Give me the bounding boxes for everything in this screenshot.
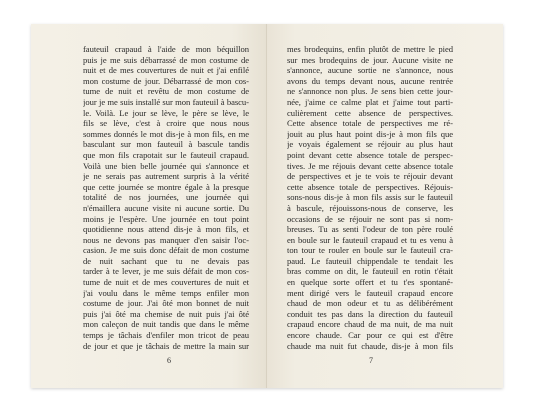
- text-line: que mon fils crapotait sur le fauteuil crapaud.: [83, 149, 249, 160]
- text-line: crapaud encore chaud de ma nuit, de ma nuit: [287, 319, 453, 330]
- text-line: de perspectives et je te vois te réjouir devant: [287, 171, 453, 182]
- text-line: culièrement cette absence de perspectives.: [287, 107, 453, 118]
- text-line: née, j'aime ce calme plat et j'aime tout parti-: [287, 96, 453, 107]
- text-line: tarder à te lever, je me suis défait de mon cos-: [83, 266, 249, 277]
- text-line: tume de nuit et revêtu de mon costume de: [83, 86, 249, 97]
- text-line: jour je me suis installé sur mon fauteuil à bascu-: [83, 96, 249, 107]
- text-line: fils se lève, c'est à croire que nous nous: [83, 118, 249, 129]
- text-line: basculant sur mon fauteuil à bascule tandis: [83, 139, 249, 150]
- text-line: nous ne devons pas manquer d'en saisir l'oc-: [83, 234, 249, 245]
- text-line: cette absence totale de perspectives. Réjouis-: [287, 181, 453, 192]
- text-line: mon costume de jour. Débarrassé de mon cos-: [83, 75, 249, 86]
- text-line: en boule sur le fauteuil crapaud et tu es venu à: [287, 234, 453, 245]
- text-line: de nuit sachant que tu ne devais pas: [83, 255, 249, 266]
- text-line: chaude ma nuit fut chaude, dis-je à mon fils: [287, 340, 453, 351]
- text-line: paud. Le fauteuil chippendale te tendait les: [287, 255, 453, 266]
- text-line: conduit tes pas dans la direction du fauteuil: [287, 308, 453, 319]
- text-line: moins je l'espère. Une journée en tout point: [83, 213, 249, 224]
- text-line: puis je me suis débarrassé de mon costume de: [83, 54, 249, 65]
- text-line: avons du temps devant nous, aucune rentrée: [287, 75, 453, 86]
- right-page-number: 7: [369, 356, 373, 365]
- text-line: breuses. Tu as senti l'odeur de ton père roulé: [287, 224, 453, 235]
- text-line: encore chaude. Car pour ce qui est d'être: [287, 330, 453, 341]
- text-line: chaud de mon odeur et tu as délibérément: [287, 298, 453, 309]
- text-line: à bascule, réjouissons-nous de conserve, les: [287, 202, 453, 213]
- text-line: sons-nous dis-je à mon fils assis sur le fauteuil: [287, 192, 453, 203]
- text-line: fauteuil crapaud à l'aide de mon béquillon: [83, 44, 249, 54]
- text-line: n'émaillera aucune visite ni aucune sortie. Du: [83, 202, 249, 213]
- text-line: ton tour te rouler en boule sur le fauteuil cra-: [287, 245, 453, 256]
- text-line: le. Voilà. Le jour se lève, le père se lève, le: [83, 107, 249, 118]
- right-page-text: [287, 44, 453, 351]
- text-line: totalité de nos journées, une journée qui: [83, 192, 249, 203]
- text-line: en quelque sorte offert et tu t'es spontané-: [287, 277, 453, 288]
- text-line: costume de jour. J'ai ôté mon bonnet de nuit: [83, 298, 249, 309]
- text-line: puis j'ai ôté ma chemise de nuit puis j'ai ôté: [83, 308, 249, 319]
- text-line: je ne serais pas autrement surpris à la vérité: [83, 171, 249, 182]
- left-page-number: 6: [167, 356, 171, 365]
- text-line: mon caleçon de nuit tandis que dans le même: [83, 319, 249, 330]
- text-line: tives. Je me réjouis devant cette absence totale: [287, 160, 453, 171]
- text-line: jouit au plus haut point dis-je à mon fils que: [287, 128, 453, 139]
- text-line: j'ai voulu dans le même temps enfiler mon: [83, 287, 249, 298]
- text-line: point devant cette absence totale de perspec-: [287, 149, 453, 160]
- text-line: sur mes brodequins de jour. Aucune visite ne: [287, 54, 453, 65]
- text-line: mes brodequins, enfin plutôt de mettre le pied: [287, 44, 453, 54]
- text-line: s'annonce, aucune sortie ne s'annonce, nous: [287, 65, 453, 76]
- text-line: temps je tâchais d'enfiler mon tricot de peau: [83, 330, 249, 341]
- text-line: ment dirigé vers le fauteuil crapaud encore: [287, 287, 453, 298]
- left-page: [31, 24, 267, 388]
- text-line: tume de nuit et de mes couvertures de nuit et: [83, 277, 249, 288]
- text-line: je voyais également se réjouir au plus haut: [287, 139, 453, 150]
- text-line: casion. Je me suis donc défait de mon costume: [83, 245, 249, 256]
- text-line: quotidienne nous attend dis-je à mon fils, et: [83, 224, 249, 235]
- text-line: que cette journée se montre égale à la presque: [83, 181, 249, 192]
- text-line: Voilà une bien belle journée qui s'annonce et: [83, 160, 249, 171]
- left-page-text: [83, 44, 249, 351]
- text-line: Cette absence totale de perspectives me ré-: [287, 118, 453, 129]
- text-line: de jour et que je tâchais de mettre la main sur: [83, 340, 249, 351]
- text-line: bras comme on dit, le fauteuil en rotin t'était: [287, 266, 453, 277]
- text-line: sommes donnés le mot dis-je à mon fils, en me: [83, 128, 249, 139]
- text-line: occasions de se réjouir ne sont pas si nom-: [287, 213, 453, 224]
- open-book-spread: [31, 24, 503, 388]
- text-line: ne s'annonce non plus. Je sens bien cette jour-: [287, 86, 453, 97]
- text-line: nuit et de mes couvertures de nuit et j'ai enfilé: [83, 65, 249, 76]
- right-page: [267, 24, 503, 388]
